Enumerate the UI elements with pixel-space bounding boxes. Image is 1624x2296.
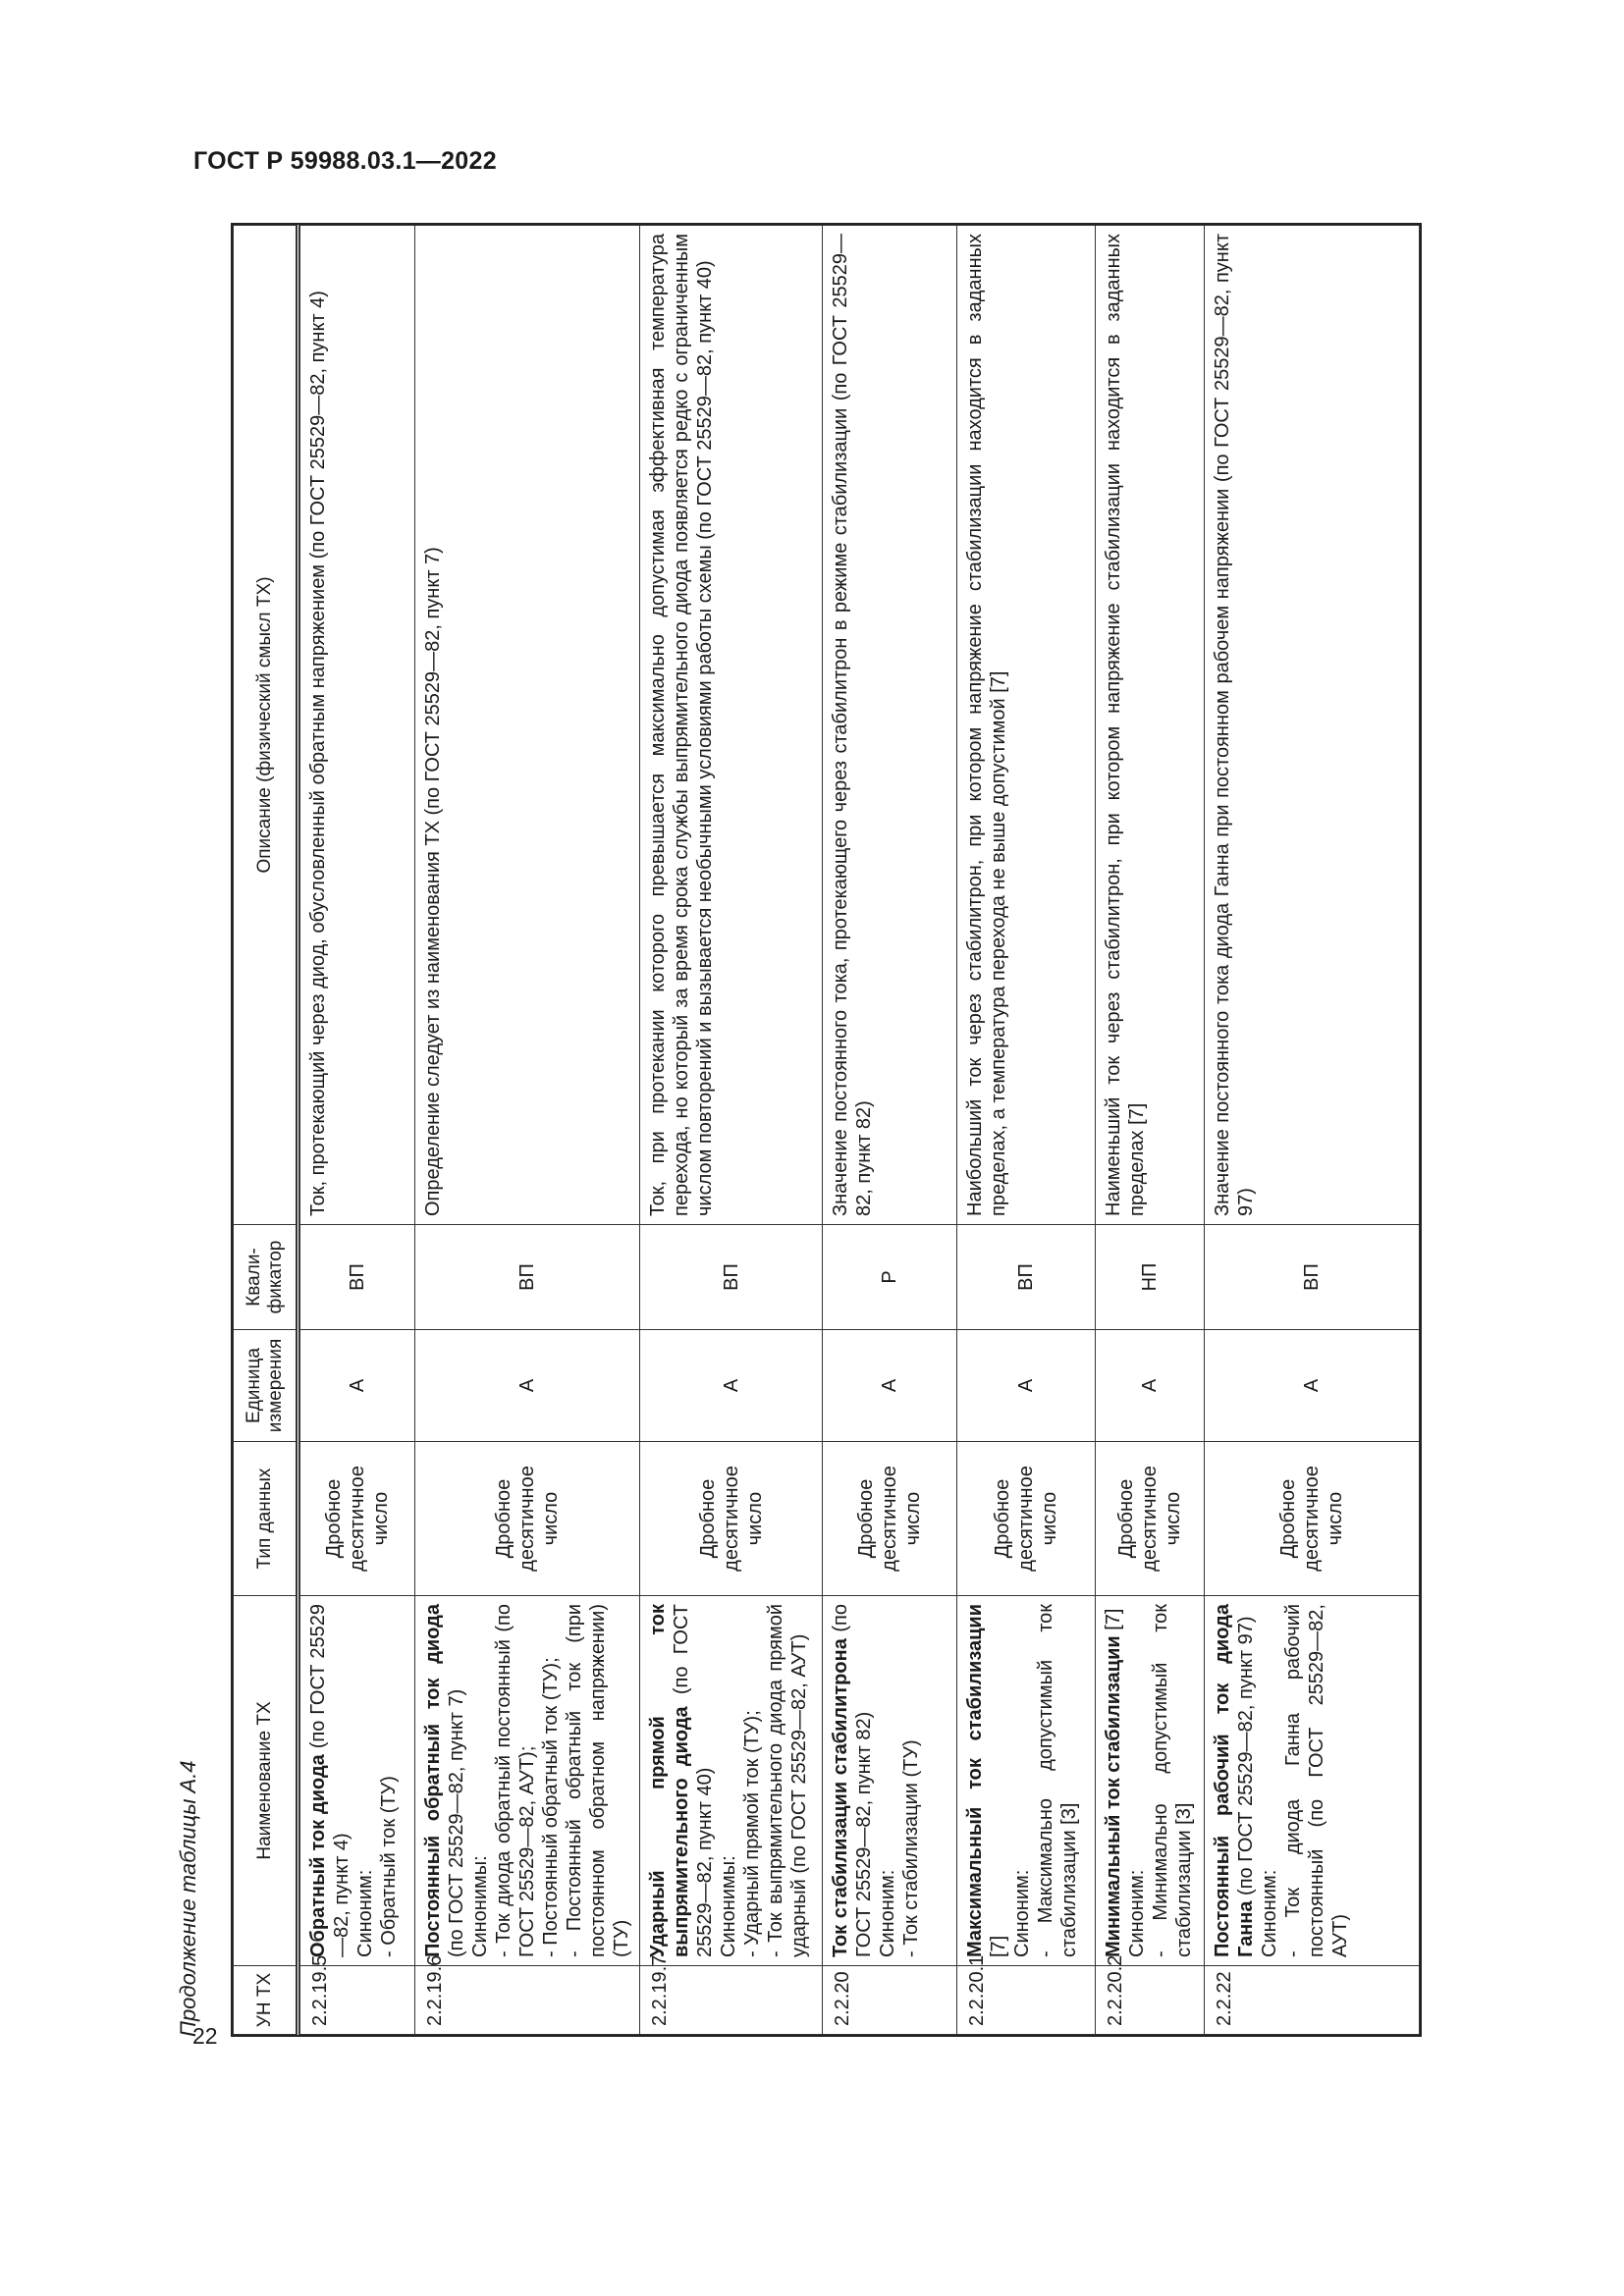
row-unit: А	[1096, 1330, 1205, 1442]
row-unit: А	[298, 1330, 415, 1442]
table-caption: Продолжение таблицы А.4	[176, 1760, 200, 2037]
name-reference: (по ГОСТ 25529—82, пункт 7)	[446, 1688, 467, 1957]
synonym-label: Синоним:	[877, 1869, 898, 1957]
name-reference: [7]	[1103, 1608, 1124, 1636]
column-header-name: Наименование ТХ	[234, 1596, 298, 1966]
row-unit: А	[957, 1330, 1096, 1442]
row-type: Дробное десятичное число	[1096, 1442, 1205, 1596]
row-type: Дробное десятичное число	[298, 1442, 415, 1596]
row-qualifier: ВП	[298, 1225, 415, 1330]
row-unit: А	[415, 1330, 640, 1442]
synonym-item: - Минимально допустимый ток стабилизации [3]	[1150, 1604, 1195, 1957]
row-code: 2.2.22	[1205, 1966, 1420, 2035]
synonym-label: Синоним:	[1259, 1869, 1280, 1957]
table-row	[415, 226, 640, 2035]
table-row	[1205, 226, 1420, 2035]
synonym-item: - Ток выпрямительного диода прямой ударный (по ГОСТ 25529—82, АУТ)	[765, 1604, 810, 1957]
table-container	[231, 223, 1422, 2037]
name-title: Постоянный обратный ток диода	[422, 1604, 444, 1957]
name-title: Ток стабилизации стабилитрона	[830, 1638, 851, 1957]
characteristics-table	[233, 225, 1420, 2035]
name-title: Постоянный рабочий ток диода Ганна	[1212, 1604, 1257, 1957]
synonym-item: - Ток диода Ганна рабочий постоянный (по ГОСТ 25529—82, АУТ)	[1282, 1604, 1351, 1957]
name-title: Минимальный ток стабилизации	[1103, 1635, 1124, 1957]
row-unit: А	[1205, 1330, 1420, 1442]
row-code: 2.2.19.5	[298, 1966, 415, 2035]
column-header-type: Тип данных	[234, 1442, 298, 1596]
row-name	[1205, 1596, 1420, 1966]
row-type: Дробное десятичное число	[1205, 1442, 1420, 1596]
table-row	[1096, 226, 1205, 2035]
synonym-item: - Обратный ток (ТУ)	[378, 1776, 400, 1957]
row-type: Дробное десятичное число	[415, 1442, 640, 1596]
row-type: Дробное десятичное число	[640, 1442, 823, 1596]
row-code: 2.2.19.7	[640, 1966, 823, 2035]
name-reference: [7]	[988, 1935, 1009, 1957]
rotated-table-page	[176, 223, 1423, 2037]
synonym-label: Синоним:	[1126, 1869, 1148, 1957]
row-qualifier: НП	[1096, 1225, 1205, 1330]
table-row	[298, 226, 415, 2035]
synonym-item: - Ток стабилизации (ТУ)	[900, 1739, 922, 1957]
column-header-code: УН ТХ	[234, 1966, 298, 2035]
synonym-label: Синонимы:	[469, 1855, 491, 1957]
synonym-label: Синонимы:	[718, 1855, 739, 1957]
row-name	[640, 1596, 823, 1966]
name-title: Максимальный ток стабилизации	[964, 1604, 986, 1957]
row-description: Ток, при протекании которого превышается максимально допустимая эффективная температура перехода, но который за время срока службы выпрямительного диода появляется редко с ограниченным числом повторений и вызывается необычными условиями работы схемы (по ГОСТ 25529—82, пункт 40)	[640, 226, 823, 1225]
row-code: 2.2.20	[823, 1966, 957, 2035]
name-title: Обратный ток диода	[307, 1754, 329, 1957]
synonym-label: Синоним:	[354, 1869, 376, 1957]
row-unit: А	[640, 1330, 823, 1442]
row-qualifier: ВП	[1205, 1225, 1420, 1330]
column-header-unit: Единица измерения	[234, 1330, 298, 1442]
row-description: Наименьший ток через стабилитрон, при котором напряжение стабилизации находится в заданных пределах [7]	[1096, 226, 1205, 1225]
name-reference: (по ГОСТ 25529—82, пункт 82)	[830, 1603, 875, 1957]
row-code: 2.2.19.6	[415, 1966, 640, 2035]
row-qualifier: ВП	[640, 1225, 823, 1330]
row-qualifier: Р	[823, 1225, 957, 1330]
row-description: Ток, протекающий через диод, обусловленный обратным напряжением (по ГОСТ 25529—82, пункт 4)	[298, 226, 415, 1225]
row-type: Дробное десятичное число	[823, 1442, 957, 1596]
page-number: 22	[192, 2023, 218, 2049]
row-name	[823, 1596, 957, 1966]
table-row	[640, 226, 823, 2035]
row-code: 2.2.20.1	[957, 1966, 1096, 2035]
synonym-label: Синоним:	[1011, 1869, 1033, 1957]
name-reference: (по ГОСТ 25529—82, пункт 4)	[307, 1604, 352, 1957]
synonym-item: - Постоянный обратный ток (ТУ);	[540, 1657, 562, 1957]
row-unit: А	[823, 1330, 957, 1442]
document-header: ГОСТ Р 59988.03.1—2022	[193, 147, 497, 175]
table-row	[957, 226, 1096, 2035]
row-description: Определение следует из наименования ТХ (по ГОСТ 25529—82, пункт 7)	[415, 226, 640, 1225]
name-reference: (по ГОСТ 25529—82, пункт 97)	[1235, 1616, 1257, 1901]
row-qualifier: ВП	[415, 1225, 640, 1330]
row-name	[298, 1596, 415, 1966]
row-name	[415, 1596, 640, 1966]
row-code: 2.2.20.2	[1096, 1966, 1205, 2035]
row-description: Значение постоянного тока, протекающего через стабилитрон в режиме стабилизации (по ГОСТ 25529—82, пункт 82)	[823, 226, 957, 1225]
synonym-item: - Максимально допустимый ток стабилизации [3]	[1035, 1604, 1080, 1957]
row-name	[1096, 1596, 1205, 1966]
row-type: Дробное десятичное число	[957, 1442, 1096, 1596]
column-header-description: Описание (физический смысл ТХ)	[234, 226, 298, 1225]
synonym-item: - Ударный прямой ток (ТУ);	[741, 1710, 763, 1957]
table-row	[823, 226, 957, 2035]
synonym-item: - Ток диода обратный постоянный (по ГОСТ 25529—82, АУТ);	[493, 1604, 538, 1957]
synonym-item: - Постоянный обратный ток (при постоянном обратном напряжении) (ТУ)	[564, 1604, 632, 1957]
row-name	[957, 1596, 1096, 1966]
name-reference: (по ГОСТ 25529—82, пункт 40)	[671, 1604, 716, 1957]
name-title: Ударный прямой ток выпрямительного диода	[647, 1604, 692, 1957]
table-header-row	[234, 226, 298, 2035]
row-description: Значение постоянного тока диода Ганна при постоянном рабочем напряжении (по ГОСТ 25529—82, пункт 97)	[1205, 226, 1420, 1225]
row-description: Наибольший ток через стабилитрон, при котором напряжение стабилизации находится в заданных пределах, а температура перехода не выше допустимой [7]	[957, 226, 1096, 1225]
row-qualifier: ВП	[957, 1225, 1096, 1330]
column-header-qualifier: Квали-фикатор	[234, 1225, 298, 1330]
